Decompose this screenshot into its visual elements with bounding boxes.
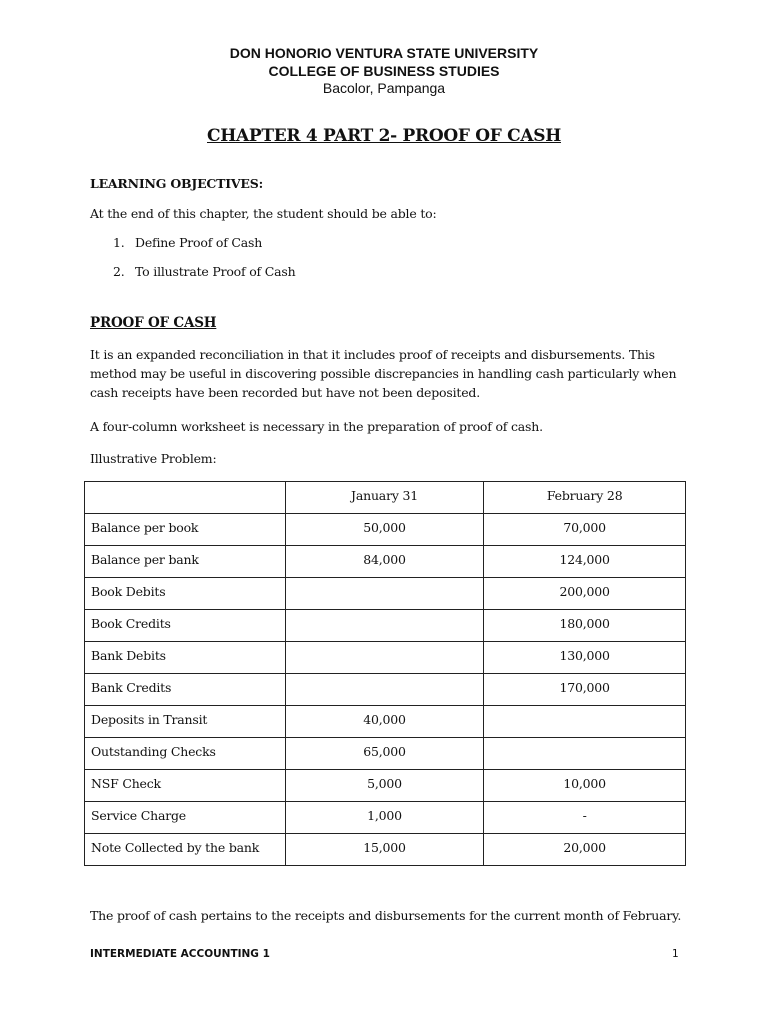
- worksheet-note: A four-column worksheet is necessary in the preparation of proof of cash.: [90, 419, 543, 434]
- chapter-title: CHAPTER 4 PART 2- PROOF OF CASH: [207, 126, 561, 146]
- table-cell: Bank Debits: [85, 642, 286, 674]
- table-cell: 10,000: [484, 770, 686, 802]
- proof-paragraph: It is an expanded reconciliation in that it includes proof of receipts and disbursements. This method may be useful in discovering possible discrepancies in handling cash particularly when cash receipts have been recorded but have not been deposited.: [90, 347, 677, 400]
- objectives-intro: At the end of this chapter, the student should be able to:: [90, 206, 437, 221]
- table-row: [85, 578, 686, 610]
- page-number: 1: [672, 948, 679, 960]
- table-cell: Balance per book: [85, 514, 286, 546]
- location: Bacolor, Pampanga: [322, 80, 446, 96]
- proof-heading: PROOF OF CASH: [90, 315, 217, 331]
- table-row: [85, 642, 686, 674]
- table-cell: 40,000: [285, 706, 484, 738]
- table-cell: 170,000: [484, 674, 686, 706]
- table-cell: [285, 578, 484, 610]
- table-cell: 50,000: [285, 514, 484, 546]
- table-cell: Note Collected by the bank: [85, 834, 286, 866]
- objective-item: To illustrate Proof of Cash: [135, 264, 296, 279]
- table-row: [85, 738, 686, 770]
- table-cell: Outstanding Checks: [85, 738, 286, 770]
- table-cell: 124,000: [484, 546, 686, 578]
- table-cell: Balance per bank: [85, 546, 286, 578]
- college-name: COLLEGE OF BUSINESS STUDIES: [268, 63, 500, 79]
- table-row: [85, 610, 686, 642]
- table-cell: Bank Credits: [85, 674, 286, 706]
- table-cell: 15,000: [285, 834, 484, 866]
- footer-course: INTERMEDIATE ACCOUNTING 1: [90, 948, 270, 960]
- table-cell: Book Credits: [85, 610, 286, 642]
- table-row: [85, 514, 686, 546]
- closing-sentence: The proof of cash pertains to the receipts and disbursements for the current month of February.: [90, 908, 682, 923]
- table-header-cell: [85, 482, 286, 514]
- table-cell: [285, 674, 484, 706]
- table-cell: [484, 706, 686, 738]
- illustrative-table: [84, 481, 686, 866]
- table-row: [85, 802, 686, 834]
- objectives-heading: LEARNING OBJECTIVES:: [90, 176, 263, 191]
- table-row: [85, 546, 686, 578]
- university-name: DON HONORIO VENTURA STATE UNIVERSITY: [229, 45, 539, 61]
- objective-number: 1.: [113, 235, 125, 250]
- table-row: [85, 770, 686, 802]
- illustrative-label: Illustrative Problem:: [90, 451, 217, 466]
- table-cell: Book Debits: [85, 578, 286, 610]
- table-cell: 1,000: [285, 802, 484, 834]
- table-cell: 84,000: [285, 546, 484, 578]
- table-cell: Service Charge: [85, 802, 286, 834]
- objective-number: 2.: [113, 264, 125, 279]
- table-cell: NSF Check: [85, 770, 286, 802]
- table-cell: 70,000: [484, 514, 686, 546]
- table-cell: 200,000: [484, 578, 686, 610]
- table-row: [85, 706, 686, 738]
- table-cell: 5,000: [285, 770, 484, 802]
- table-header-cell: January 31: [285, 482, 484, 514]
- table-cell: [484, 738, 686, 770]
- table-cell: 65,000: [285, 738, 484, 770]
- table-cell: Deposits in Transit: [85, 706, 286, 738]
- table-cell: -: [484, 802, 686, 834]
- table-cell: 180,000: [484, 610, 686, 642]
- objective-item: Define Proof of Cash: [135, 235, 263, 250]
- table-cell: [285, 610, 484, 642]
- table-header-cell: February 28: [484, 482, 686, 514]
- table-cell: [285, 642, 484, 674]
- table-header-row: [85, 482, 686, 514]
- table-cell: 130,000: [484, 642, 686, 674]
- table-row: [85, 674, 686, 706]
- table-cell: 20,000: [484, 834, 686, 866]
- table-row: [85, 834, 686, 866]
